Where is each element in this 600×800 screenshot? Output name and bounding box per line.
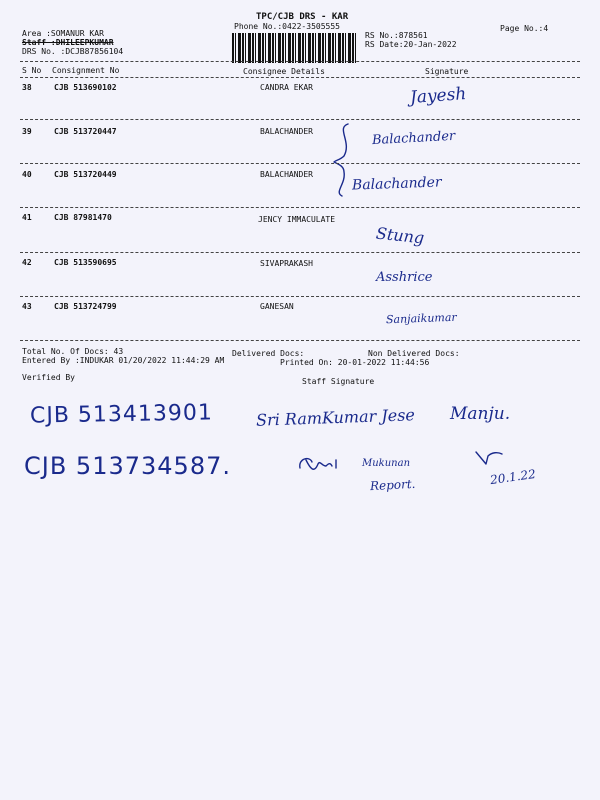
- document-title: TPC/CJB DRS - KAR: [256, 12, 349, 22]
- page-number: Page No.:4: [500, 24, 549, 33]
- non-delivered-docs: Non Delivered Docs:: [368, 349, 460, 358]
- printed-on: Printed On: 20-01-2022 11:44:56: [280, 358, 430, 367]
- divider: [20, 340, 580, 341]
- drs-number: DRS No. :DCJB87856104: [22, 47, 124, 56]
- handwritten-name: Manju.: [450, 404, 511, 424]
- row-signature: Asshrice: [376, 270, 433, 285]
- row-consignment: CJB 513690102: [54, 83, 117, 92]
- entered-by: Entered By :INDUKAR 01/20/2022 11:44:29 AM: [22, 356, 225, 365]
- handwritten-name: Sri RamKumar Jese: [255, 405, 416, 430]
- divider: [20, 252, 580, 253]
- row-consignee: SIVAPRAKASH: [260, 259, 313, 268]
- handwritten-consignment-2: CJB 513734587.: [24, 452, 231, 480]
- row-sno: 41: [22, 213, 32, 222]
- verified-by: Verified By: [22, 373, 75, 382]
- divider: [20, 296, 580, 297]
- divider: [20, 119, 580, 120]
- row-consignee: JENCY IMMACULATE: [258, 215, 336, 224]
- divider: [20, 61, 580, 62]
- row-consignment: CJB 513720449: [54, 170, 117, 179]
- delivered-docs: Delivered Docs:: [232, 349, 305, 358]
- phone-number: Phone No.:0422-3505555: [234, 22, 340, 31]
- rs-number: RS No.:878561: [365, 31, 428, 40]
- row-consignee: CANDRA EKAR: [260, 83, 313, 92]
- row-signature: Jayesh: [409, 84, 467, 108]
- row-signature: Balachander: [351, 174, 442, 194]
- row-consignee: BALACHANDER: [260, 170, 313, 179]
- row-sno: 40: [22, 170, 32, 179]
- row-sno: 42: [22, 258, 32, 267]
- staff-signature: Staff Signature: [302, 377, 375, 386]
- row-consignee: GANESAN: [260, 302, 294, 311]
- handwritten-signature-mark: [296, 454, 344, 480]
- row-consignment: CJB 87981470: [54, 213, 112, 222]
- row-consignee: BALACHANDER: [260, 127, 313, 136]
- handwritten-date: 20.1.22: [489, 466, 537, 488]
- col-consignment: Consignment No: [52, 66, 120, 75]
- barcode-image: [232, 33, 358, 63]
- area-label: Area :SOMANUR KAR: [22, 29, 104, 38]
- row-consignment: CJB 513720447: [54, 127, 117, 136]
- row-sno: 39: [22, 127, 32, 136]
- staff-label: Staff :DHILEEPKUMAR: [22, 38, 114, 47]
- col-signature: Signature: [425, 67, 469, 76]
- handwritten-name: Mukunan: [362, 458, 411, 469]
- divider: [20, 77, 580, 78]
- handwritten-tick-mark: [474, 450, 504, 468]
- row-consignment: CJB 513724799: [54, 302, 117, 311]
- row-sno: 38: [22, 83, 32, 92]
- col-sno: S No: [22, 66, 42, 75]
- col-consignee: Consignee Details: [243, 67, 325, 76]
- divider: [20, 207, 580, 208]
- total-docs: Total No. Of Docs: 43: [22, 347, 124, 356]
- row-sno: 43: [22, 302, 32, 311]
- divider: [20, 163, 580, 164]
- row-consignment: CJB 513590695: [54, 258, 117, 267]
- handwritten-name: Report.: [369, 476, 416, 494]
- row-signature: Stung: [375, 223, 426, 248]
- handwritten-consignment-1: CJB 513413901: [29, 400, 214, 429]
- rs-date: RS Date:20-Jan-2022: [365, 40, 457, 49]
- row-signature: Sanjaikumar: [385, 310, 457, 327]
- row-signature: Balachander: [371, 128, 456, 149]
